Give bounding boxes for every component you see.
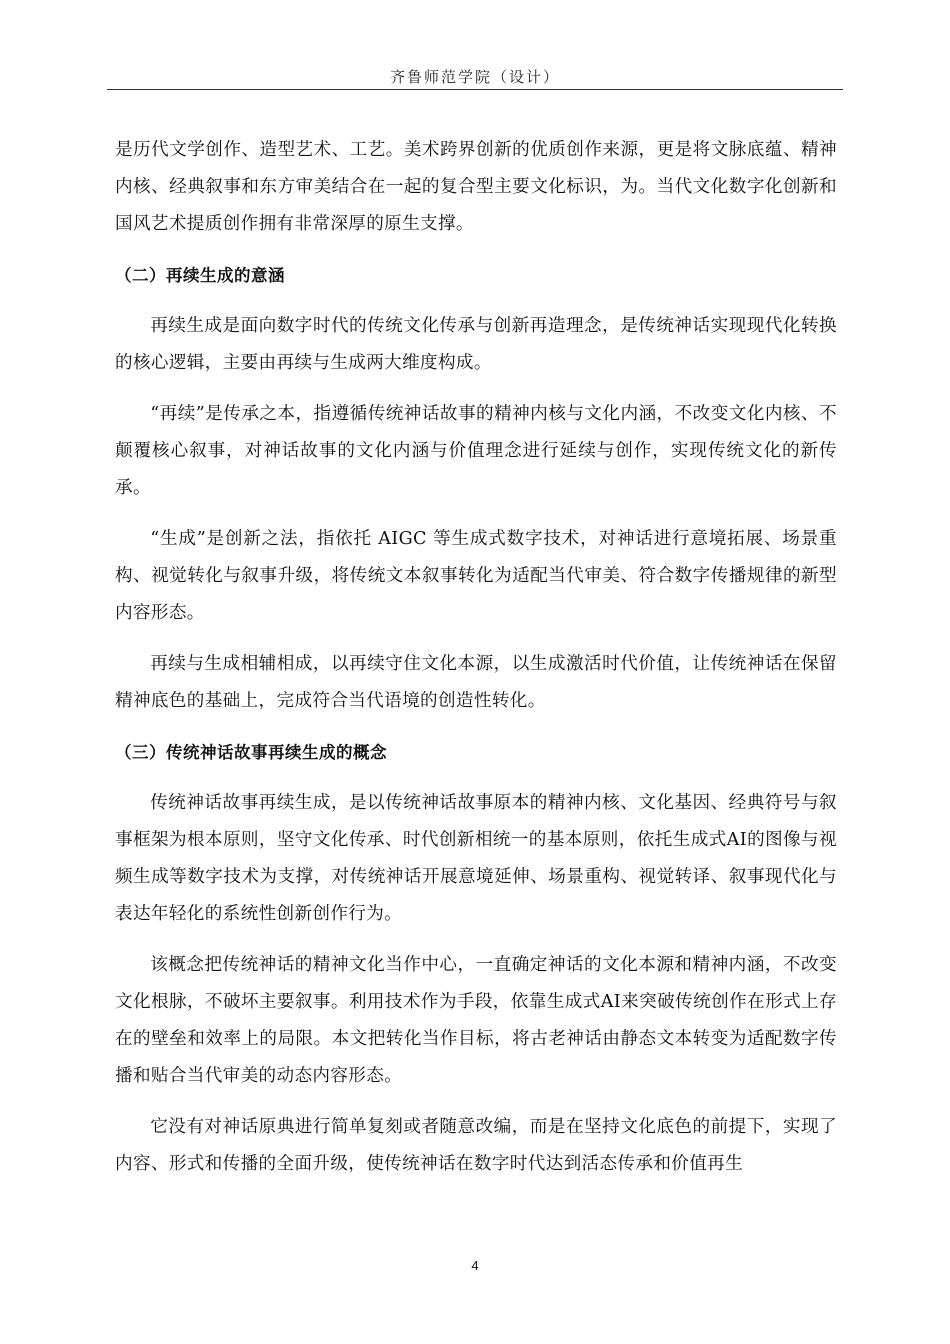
header-divider [107, 89, 843, 90]
paragraph: “再续”是传承之本，指遵循传统神话故事的精神内核与文化内涵，不改变文化内核、不颠覆核心叙事，对神话故事的文化内涵与价值理念进行延续与创作，实现传统文化的新传承。 [115, 404, 837, 498]
paragraph: 是历代文学创作、造型艺术、工艺。美术跨界创新的优质创作来源，更是将文脉底蕴、精神内核、经典叙事和东方审美结合在一起的复合型主要文化标识，为。当代文化数字化创新和国风艺术提质创作拥有非常深厚的原生支撑。 [115, 140, 837, 234]
paragraph: 传统神话故事再续生成，是以传统神话故事原本的精神内核、文化基因、经典符号与叙事框架为根本原则，坚守文化传承、时代创新相统一的基本原则，依托生成式AI的图像与视频生成等数字技术为支撑，对传统神话开展意境延伸、场景重构、视觉转译、叙事现代化与表达年轻化的系统性创新创作行为。 [115, 793, 837, 924]
paragraph: “生成”是创新之法，指依托 AIGC 等生成式数字技术，对神话进行意境拓展、场景重构、视觉转化与叙事升级，将传统文本叙事转化为适配当代审美、符合数字传播规律的新型内容形态。 [115, 529, 837, 623]
paragraph: 该概念把传统神话的精神文化当作中心，一直确定神话的文化本源和精神内涵，不改变文化根脉，不破坏主要叙事。利用技术作为手段，依靠生成式AI来突破传统创作在形式上存在的壁垒和效率上的局限。本文把转化当作目标，将古老神话由静态文本转变为适配数字传播和贴合当代审美的动态内容形态。 [115, 955, 837, 1086]
paragraph: 再续生成是面向数字时代的传统文化传承与创新再造理念，是传统神话实现现代化转换的核心逻辑，主要由再续与生成两大维度构成。 [115, 316, 837, 373]
body-text [115, 132, 837, 1197]
paragraph: 它没有对神话原典进行简单复刻或者随意改编，而是在坚持文化底色的前提下，实现了内容、形式和传播的全面升级，使传统神话在数字时代达到活态传承和价值再生 [115, 1117, 837, 1174]
paragraph: 再续与生成相辅相成，以再续守住文化本源，以生成激活时代价值，让传统神话在保留精神底色的基础上，完成符合当代语境的创造性转化。 [115, 654, 837, 711]
page-number: 4 [471, 1258, 479, 1273]
section-heading: （二）再续生成的意涵 [115, 266, 285, 285]
running-header-title: 齐鲁师范学院（设计） [389, 68, 560, 86]
section-heading: （三）传统神话故事再续生成的概念 [115, 743, 387, 762]
